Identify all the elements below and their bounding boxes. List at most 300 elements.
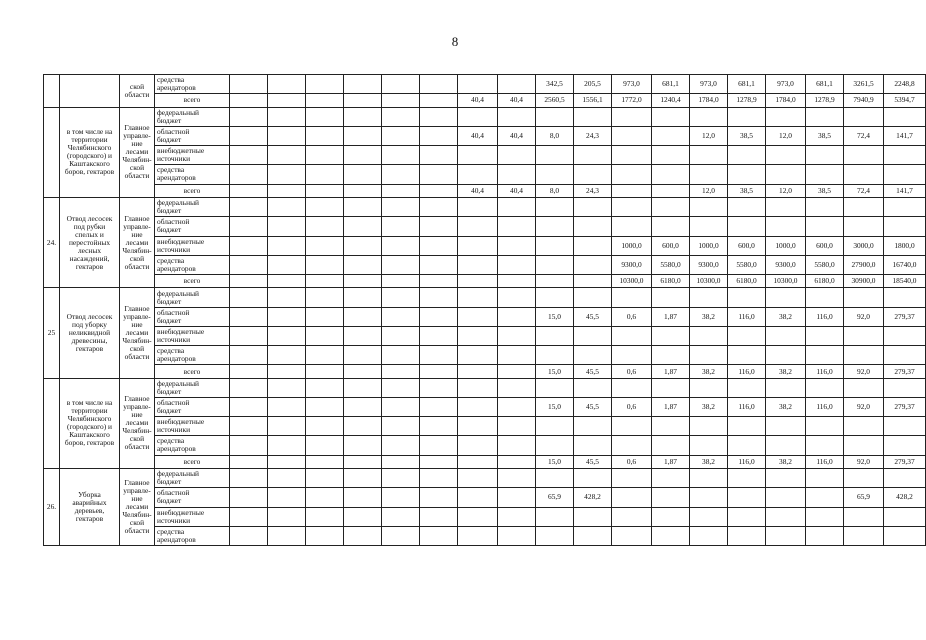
value-cell: 16740,0	[884, 255, 926, 274]
value-cell	[420, 365, 458, 379]
value-cell	[536, 165, 574, 184]
value-cell: 40,4	[458, 126, 498, 145]
value-cell	[766, 346, 806, 365]
value-cell	[306, 236, 344, 255]
value-cell	[306, 417, 344, 436]
value-cell: 15,0	[536, 365, 574, 379]
value-cell: 40,4	[458, 94, 498, 108]
value-cell	[458, 107, 498, 126]
value-cell	[652, 488, 690, 507]
funding-source-label: средства арендаторов	[155, 526, 230, 545]
value-cell	[536, 507, 574, 526]
value-cell: 38,5	[806, 126, 844, 145]
funding-source-label: федеральный бюджет	[155, 378, 230, 397]
value-cell	[230, 507, 268, 526]
value-cell	[268, 455, 306, 469]
value-cell	[690, 146, 728, 165]
value-cell: 0,6	[612, 455, 652, 469]
value-cell	[612, 126, 652, 145]
value-cell	[690, 417, 728, 436]
value-cell	[536, 146, 574, 165]
value-cell	[420, 488, 458, 507]
value-cell: 279,37	[884, 398, 926, 417]
value-cell: 45,5	[574, 398, 612, 417]
value-cell	[230, 165, 268, 184]
value-cell	[844, 146, 884, 165]
value-cell	[458, 236, 498, 255]
table-row	[44, 107, 926, 126]
value-cell: 1240,4	[652, 94, 690, 108]
value-cell	[652, 346, 690, 365]
funding-source-label: областной бюджет	[155, 217, 230, 236]
value-cell: 5580,0	[652, 255, 690, 274]
value-cell	[806, 417, 844, 436]
value-cell: 38,2	[766, 307, 806, 326]
value-cell	[458, 526, 498, 545]
value-cell	[420, 255, 458, 274]
value-cell	[612, 417, 652, 436]
value-cell	[268, 326, 306, 345]
value-cell: 38,2	[690, 398, 728, 417]
value-cell	[884, 288, 926, 307]
funding-source-label: средства арендаторов	[155, 75, 230, 94]
value-cell	[884, 346, 926, 365]
value-cell: 3000,0	[844, 236, 884, 255]
item-number-cell	[44, 107, 60, 197]
value-cell	[652, 107, 690, 126]
value-cell	[230, 107, 268, 126]
value-cell	[344, 126, 382, 145]
value-cell	[268, 94, 306, 108]
value-cell	[230, 346, 268, 365]
value-cell	[806, 107, 844, 126]
value-cell	[382, 436, 420, 455]
value-cell	[420, 75, 458, 94]
value-cell: 24,3	[574, 184, 612, 198]
value-cell: 116,0	[806, 307, 844, 326]
value-cell	[498, 217, 536, 236]
value-cell	[268, 526, 306, 545]
value-cell	[536, 378, 574, 397]
value-cell	[766, 217, 806, 236]
value-cell	[268, 346, 306, 365]
value-cell	[612, 488, 652, 507]
table-row	[44, 94, 926, 108]
value-cell	[766, 488, 806, 507]
value-cell: 1556,1	[574, 94, 612, 108]
value-cell	[690, 107, 728, 126]
value-cell	[690, 469, 728, 488]
value-cell	[766, 146, 806, 165]
value-cell	[574, 198, 612, 217]
value-cell	[420, 126, 458, 145]
activity-name-cell: в том числе на территории Челябинского (городского) и Каштакского боров, гектаров	[60, 378, 120, 468]
value-cell	[458, 217, 498, 236]
value-cell: 40,4	[498, 126, 536, 145]
value-cell	[420, 94, 458, 108]
value-cell	[268, 307, 306, 326]
value-cell	[498, 378, 536, 397]
value-cell	[766, 507, 806, 526]
value-cell	[806, 507, 844, 526]
value-cell: 1,87	[652, 307, 690, 326]
value-cell	[458, 417, 498, 436]
value-cell: 116,0	[806, 455, 844, 469]
value-cell: 1800,0	[884, 236, 926, 255]
value-cell	[420, 436, 458, 455]
value-cell	[574, 107, 612, 126]
value-cell	[498, 346, 536, 365]
table-row	[44, 436, 926, 455]
value-cell	[382, 346, 420, 365]
value-cell: 9300,0	[766, 255, 806, 274]
value-cell: 9300,0	[612, 255, 652, 274]
value-cell	[844, 198, 884, 217]
value-cell	[382, 526, 420, 545]
value-cell: 3261,5	[844, 75, 884, 94]
value-cell	[268, 75, 306, 94]
value-cell: 681,1	[652, 75, 690, 94]
value-cell	[230, 365, 268, 379]
value-cell	[498, 507, 536, 526]
value-cell: 1000,0	[612, 236, 652, 255]
value-cell	[382, 146, 420, 165]
value-cell	[612, 526, 652, 545]
value-cell	[498, 417, 536, 436]
value-cell	[306, 165, 344, 184]
value-cell	[344, 488, 382, 507]
value-cell	[230, 184, 268, 198]
value-cell	[652, 378, 690, 397]
value-cell	[344, 469, 382, 488]
value-cell	[498, 455, 536, 469]
item-number-cell	[44, 378, 60, 468]
value-cell: 1,87	[652, 365, 690, 379]
value-cell: 428,2	[574, 488, 612, 507]
value-cell	[574, 326, 612, 345]
value-cell	[766, 198, 806, 217]
value-cell: 0,6	[612, 307, 652, 326]
value-cell	[268, 198, 306, 217]
value-cell	[306, 455, 344, 469]
value-cell	[766, 288, 806, 307]
activity-name-cell: в том числе на территории Челябинского (городского) и Каштакского боров, гектаров	[60, 107, 120, 197]
value-cell	[306, 507, 344, 526]
value-cell	[420, 236, 458, 255]
responsible-body-cell: Главное управле- ние лесами Челябин- ской области	[120, 107, 155, 197]
value-cell	[884, 378, 926, 397]
value-cell	[230, 436, 268, 455]
value-cell	[420, 326, 458, 345]
value-cell: 12,0	[766, 126, 806, 145]
value-cell	[420, 217, 458, 236]
funding-total-label: всего	[155, 365, 230, 379]
value-cell	[574, 526, 612, 545]
value-cell	[382, 255, 420, 274]
value-cell	[306, 488, 344, 507]
value-cell	[230, 236, 268, 255]
value-cell: 10300,0	[766, 274, 806, 288]
value-cell	[612, 326, 652, 345]
value-cell	[806, 217, 844, 236]
value-cell	[382, 417, 420, 436]
value-cell	[728, 378, 766, 397]
value-cell	[498, 488, 536, 507]
value-cell	[536, 436, 574, 455]
value-cell	[498, 75, 536, 94]
value-cell	[844, 417, 884, 436]
value-cell	[612, 107, 652, 126]
value-cell	[458, 307, 498, 326]
value-cell	[382, 198, 420, 217]
value-cell: 38,5	[806, 184, 844, 198]
item-number-cell: 24.	[44, 198, 60, 288]
value-cell	[458, 455, 498, 469]
value-cell	[230, 526, 268, 545]
value-cell	[268, 488, 306, 507]
value-cell	[268, 417, 306, 436]
value-cell	[728, 217, 766, 236]
funding-source-label: средства арендаторов	[155, 165, 230, 184]
value-cell	[420, 307, 458, 326]
value-cell	[458, 198, 498, 217]
value-cell	[306, 217, 344, 236]
value-cell	[382, 126, 420, 145]
value-cell	[420, 417, 458, 436]
value-cell	[344, 288, 382, 307]
value-cell	[574, 217, 612, 236]
value-cell: 5394,7	[884, 94, 926, 108]
value-cell	[268, 184, 306, 198]
responsible-body-cell: Главное управле- ние лесами Челябин- ской области	[120, 198, 155, 288]
value-cell	[306, 307, 344, 326]
funding-source-label: средства арендаторов	[155, 436, 230, 455]
value-cell	[344, 184, 382, 198]
value-cell: 38,2	[690, 455, 728, 469]
value-cell	[268, 365, 306, 379]
value-cell	[306, 126, 344, 145]
value-cell	[574, 346, 612, 365]
value-cell	[382, 107, 420, 126]
value-cell	[268, 255, 306, 274]
value-cell	[344, 507, 382, 526]
responsible-body-cell: ской области	[120, 75, 155, 108]
value-cell	[458, 288, 498, 307]
value-cell: 2560,5	[536, 94, 574, 108]
value-cell	[690, 436, 728, 455]
value-cell: 205,5	[574, 75, 612, 94]
table-row	[44, 236, 926, 255]
value-cell	[458, 378, 498, 397]
value-cell	[382, 488, 420, 507]
value-cell	[268, 236, 306, 255]
value-cell	[382, 236, 420, 255]
table-row	[44, 488, 926, 507]
value-cell: 12,0	[690, 126, 728, 145]
value-cell: 1784,0	[690, 94, 728, 108]
value-cell	[690, 198, 728, 217]
value-cell	[420, 455, 458, 469]
value-cell: 38,2	[690, 307, 728, 326]
value-cell	[498, 526, 536, 545]
value-cell	[612, 165, 652, 184]
value-cell	[652, 146, 690, 165]
value-cell	[766, 165, 806, 184]
value-cell	[612, 469, 652, 488]
value-cell: 12,0	[766, 184, 806, 198]
value-cell	[420, 507, 458, 526]
table-row	[44, 469, 926, 488]
value-cell	[458, 488, 498, 507]
value-cell	[574, 274, 612, 288]
value-cell	[344, 255, 382, 274]
value-cell	[536, 346, 574, 365]
value-cell	[382, 165, 420, 184]
table-row	[44, 146, 926, 165]
value-cell	[382, 307, 420, 326]
value-cell	[536, 274, 574, 288]
value-cell	[344, 526, 382, 545]
value-cell: 0,6	[612, 398, 652, 417]
value-cell	[884, 217, 926, 236]
value-cell	[844, 436, 884, 455]
value-cell: 6180,0	[728, 274, 766, 288]
value-cell: 1,87	[652, 398, 690, 417]
value-cell: 973,0	[690, 75, 728, 94]
value-cell	[268, 165, 306, 184]
value-cell	[382, 75, 420, 94]
value-cell: 38,5	[728, 126, 766, 145]
value-cell	[498, 326, 536, 345]
value-cell: 92,0	[844, 365, 884, 379]
value-cell	[806, 436, 844, 455]
value-cell	[728, 488, 766, 507]
value-cell: 65,9	[844, 488, 884, 507]
value-cell	[806, 469, 844, 488]
value-cell	[612, 288, 652, 307]
value-cell	[652, 198, 690, 217]
value-cell	[498, 236, 536, 255]
value-cell	[420, 398, 458, 417]
value-cell: 279,37	[884, 365, 926, 379]
value-cell	[268, 107, 306, 126]
activity-name-cell: Отвод лесосек под уборку неликвидной древесины, гектаров	[60, 288, 120, 378]
value-cell	[458, 326, 498, 345]
value-cell	[306, 184, 344, 198]
value-cell	[574, 236, 612, 255]
value-cell	[574, 507, 612, 526]
value-cell	[306, 526, 344, 545]
value-cell: 12,0	[690, 184, 728, 198]
value-cell: 1,87	[652, 455, 690, 469]
value-cell	[612, 346, 652, 365]
value-cell: 92,0	[844, 455, 884, 469]
value-cell: 141,7	[884, 184, 926, 198]
value-cell	[652, 326, 690, 345]
value-cell	[230, 75, 268, 94]
value-cell	[306, 398, 344, 417]
funding-total-label: всего	[155, 184, 230, 198]
value-cell	[268, 288, 306, 307]
value-cell	[536, 469, 574, 488]
value-cell	[612, 507, 652, 526]
value-cell	[268, 469, 306, 488]
value-cell	[344, 307, 382, 326]
value-cell	[458, 346, 498, 365]
value-cell: 8,0	[536, 184, 574, 198]
table-row	[44, 255, 926, 274]
funding-source-label: внебюджетные источники	[155, 507, 230, 526]
item-number-cell	[44, 75, 60, 108]
value-cell	[344, 346, 382, 365]
funding-total-label: всего	[155, 94, 230, 108]
value-cell	[652, 165, 690, 184]
value-cell: 92,0	[844, 307, 884, 326]
value-cell	[806, 326, 844, 345]
budget-table-body	[44, 75, 926, 546]
value-cell: 1784,0	[766, 94, 806, 108]
value-cell	[844, 107, 884, 126]
value-cell: 72,4	[844, 184, 884, 198]
value-cell	[652, 217, 690, 236]
table-row	[44, 365, 926, 379]
value-cell	[420, 346, 458, 365]
value-cell	[884, 436, 926, 455]
value-cell	[382, 274, 420, 288]
value-cell	[268, 126, 306, 145]
value-cell	[498, 274, 536, 288]
value-cell	[344, 326, 382, 345]
value-cell: 38,5	[728, 184, 766, 198]
value-cell	[420, 274, 458, 288]
value-cell	[806, 165, 844, 184]
value-cell	[728, 288, 766, 307]
value-cell: 7940,9	[844, 94, 884, 108]
table-row	[44, 198, 926, 217]
responsible-body-cell: Главное управле- ние лесами Челябин- ской области	[120, 378, 155, 468]
funding-source-label: областной бюджет	[155, 307, 230, 326]
value-cell	[230, 455, 268, 469]
value-cell	[844, 326, 884, 345]
value-cell	[344, 217, 382, 236]
value-cell: 45,5	[574, 365, 612, 379]
value-cell	[344, 94, 382, 108]
value-cell	[344, 236, 382, 255]
funding-source-label: федеральный бюджет	[155, 288, 230, 307]
value-cell	[536, 107, 574, 126]
value-cell	[458, 75, 498, 94]
value-cell	[230, 307, 268, 326]
value-cell	[844, 217, 884, 236]
value-cell	[420, 107, 458, 126]
value-cell	[690, 288, 728, 307]
value-cell	[574, 469, 612, 488]
value-cell	[612, 184, 652, 198]
value-cell	[268, 274, 306, 288]
table-row	[44, 75, 926, 94]
value-cell	[230, 217, 268, 236]
value-cell	[652, 184, 690, 198]
value-cell	[382, 288, 420, 307]
funding-source-label: областной бюджет	[155, 126, 230, 145]
value-cell	[230, 469, 268, 488]
value-cell	[344, 165, 382, 184]
value-cell	[498, 288, 536, 307]
value-cell	[382, 217, 420, 236]
value-cell	[344, 378, 382, 397]
funding-source-label: средства арендаторов	[155, 346, 230, 365]
value-cell: 24,3	[574, 126, 612, 145]
